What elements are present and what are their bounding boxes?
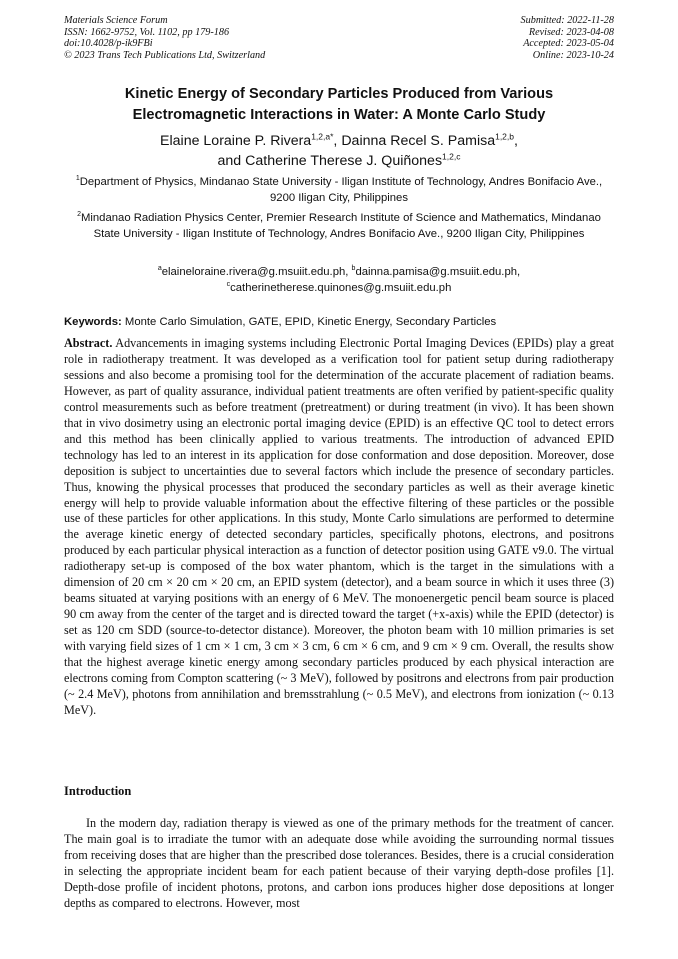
email-a-sup: a [157, 265, 162, 273]
paper-title [64, 84, 614, 126]
email-b-sup: b [351, 265, 356, 273]
affiliation-2 [64, 211, 614, 243]
journal-doi: doi:10.4028/p-ik9FBi [64, 38, 153, 50]
journal-info [64, 15, 265, 61]
affiliation-1-text: Department of Physics, Mindanao State University - Iligan Institute of Technology, Andres Bonifacio Ave., 9200 Iligan City, Philippines [79, 176, 603, 204]
author-list [64, 131, 614, 171]
date-revised: Revised: 2023-04-08 [528, 26, 614, 38]
introduction-paragraph: In the modern day, radiation therapy is viewed as one of the primary methods for the treatment of cancer. The main goal is to irradiate the tumor with an adequate dose while avoiding the surrounding normal tissues from receiving doses that are higher than the prescribed dose tolerances. Besides, there is a crucial consideration in selecting the appropriate incident beam for each patient because of their varying depth-dose profiles [1]. Depth-dose profile of incident photons, protons, and carbon ions produces higher dose depositions at longer depths as compared to electrons. However, most [64, 816, 614, 910]
author-conjunction: and [217, 153, 246, 169]
affiliation-1-sup: 1 [75, 175, 80, 183]
affiliation-1 [64, 175, 614, 207]
author-2-sup: 1,2,b [495, 131, 514, 142]
author-line-1 [64, 131, 614, 151]
author-line-2 [64, 151, 614, 171]
affiliation-2-sup: 2 [77, 211, 81, 219]
email-line-2 [64, 281, 614, 297]
author-separator: , [333, 133, 342, 149]
section-heading-introduction: Introduction [64, 784, 132, 798]
title-line-1: Kinetic Energy of Secondary Particles Produced from Various [124, 86, 554, 102]
submission-dates [521, 15, 614, 61]
journal-name: Materials Science Forum [64, 15, 168, 26]
email-b[interactable]: dainna.pamisa@g.msuiit.edu.ph, [355, 266, 521, 278]
email-a[interactable]: elaineloraine.rivera@g.msuiit.edu.ph, [161, 266, 352, 278]
date-submitted: Submitted: 2022-11-28 [520, 15, 614, 26]
author-separator: , [514, 133, 518, 149]
keywords-label: Keywords: [64, 316, 122, 328]
keywords-text: Monte Carlo Simulation, GATE, EPID, Kinetic Energy, Secondary Particles [121, 316, 497, 328]
abstract-label: Abstract. [64, 336, 113, 350]
affiliation-2-text: Mindanao Radiation Physics Center, Premier Research Institute of Science and Mathematics, Mindanao State University - Iligan Institute of Technology, Andres Bonifacio Ave., 9200 Iligan City, Philippines [80, 212, 601, 240]
abstract-text: Advancements in imaging systems including Electronic Portal Imaging Devices (EPIDs) play a great role in radiotherapy treatment. It was developed as a verification tool for patient setup during radiotherapy sessions and also become a promising tool for the determination of the accurate placement of radiation beams. However, as part of quality assurance, individual patient treatments are often verified by patient-specific quality control measurements such as before treatment (pretreatment) or during treatment (in vivo). It has been shown that in vivo dosimetry using an electronic portal imaging device (EPID) is an effective QC tool to detect errors and this method has been clinically applied to various treatments. The introduction of advanced EPID technology has led to an interest in its application for dose conformation and dose deposition. Moreover, dose deposition is subject to uncertainties due to several factors which include the presence of secondary particles. Thus, knowing the physical processes that produced the secondary particles as well as their average kinetic energy will help to provide valuable information about the effective filtering of these particles or the possible use of these particles for other applications. In this study, Monte Carlo simulations are performed to determine the average kinetic energy of detected secondary particles, specifically photons, electrons, and positrons produced by each particular physical interaction as a function of detector position using GATE v9.0. The virtual radiotherapy set-up is composed of the box water phantom, which is the target in the simulations with a dimension of 20 cm × 20 cm × 20 cm, an EPID system (detector), and a beam source in which it uses three (3) beams situated at varying positions with an energy of 6 MeV. The monoenergetic pencil beam source is placed 90 cm away from the center of the target and is directed toward the target (+x-axis) while the EPID (detector) is set as 120 cm SDD (source-to-detector distance). Moreover, the photon beam with 10 million primaries is set with varying field sizes of 1 cm × 1 cm, 3 cm × 3 cm, 6 cm × 6 cm, and 9 cm × 9 cm. Overall, the results show that the highest average kinetic energy among secondary particles produced by each physical interaction are electrons coming from Compton scattering (~ 3 MeV), followed by positrons and electrons from pair production (~ 2.4 MeV), photons from annihilation and bremsstrahlung (~ 0.5 MeV), and electrons from ionization (~ 0.13 MeV). [64, 336, 614, 717]
date-accepted: Accepted: 2023-05-04 [523, 38, 614, 50]
author-3-name: Catherine Therese J. Quiñones [245, 153, 443, 169]
keywords [64, 315, 614, 329]
email-c[interactable]: catherinetherese.quinones@g.msuiit.edu.ph [230, 281, 452, 294]
email-line-1 [64, 265, 614, 281]
email-c-sup: c [226, 281, 231, 289]
author-3-sup: 1,2,c [442, 151, 461, 162]
author-2-name: Dainna Recel S. Pamisa [341, 133, 496, 149]
date-online: Online: 2023-10-24 [532, 49, 614, 61]
title-line-2: Electromagnetic Interactions in Water: A Monte Carlo Study [132, 107, 546, 123]
email-list [64, 265, 614, 297]
author-1-sup: 1,2,a* [311, 131, 334, 142]
journal-copyright: © 2023 Trans Tech Publications Ltd, Switzerland [64, 49, 266, 61]
author-1-name: Elaine Loraine P. Rivera [160, 133, 312, 149]
abstract [64, 336, 614, 719]
journal-issn: ISSN: 1662-9752, Vol. 1102, pp 179-186 [64, 26, 230, 38]
